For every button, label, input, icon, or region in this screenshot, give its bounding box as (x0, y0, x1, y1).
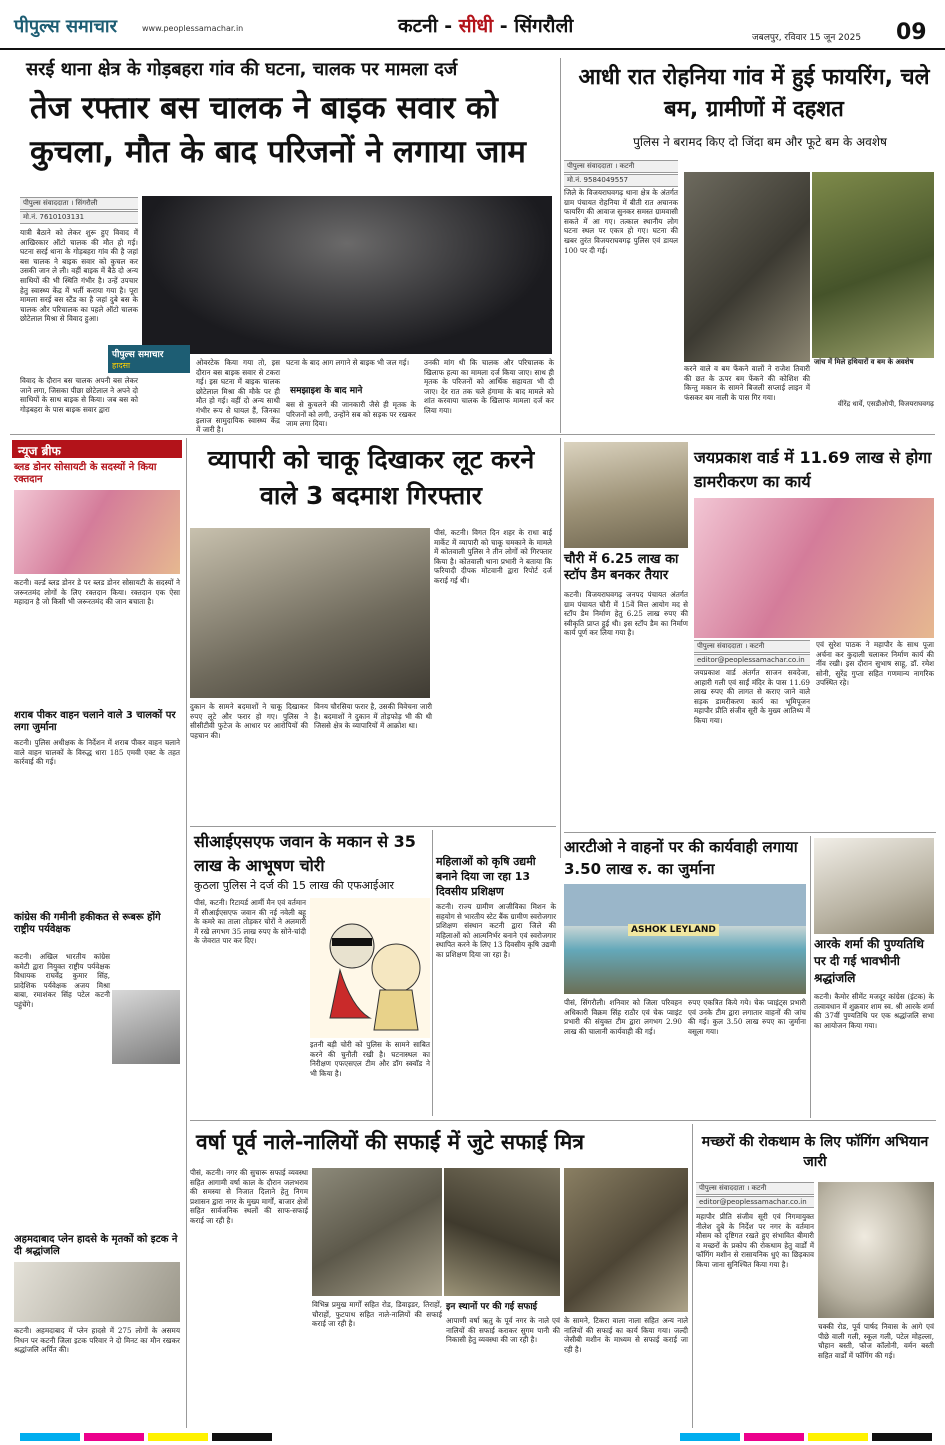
story11-body: महापौर प्रीति संजीव सूरी एवं निगमायुक्त नीलेश दुबे के निर्देश पर नगर के वर्तमान मौसम को दृष्टिगत रखते हुए संभावित बीमारी व मच्छरों के प्रकोप की रोकथाम हेतु वार्डों में फॉगिंग मशीन से रासायनिक धुएं का छिड़काव किया जाना सुनिश्चित किया गया है। (696, 1212, 814, 1269)
column-rule (432, 830, 433, 1116)
story6-illustration (310, 898, 430, 1038)
brand-logo (14, 14, 117, 38)
story6-body-a: पीसं, कटनी। रिटायर्ड आर्मी मैन एवं वर्तमान में सीआईएसएफ जवान की नई नवेली बहू के कमरे का ताला तोड़कर चोरों ने अलमारी में रखे लगभग 35 लाख रुपए के सोने-चांदी के जेवरात पार कर दिए। (194, 898, 307, 946)
story5-headline: जयप्रकाश वार्ड में 11.69 लाख से होगा डामरीकरण का कार्य (694, 448, 932, 491)
story1-byline-text: पीपुल्स संवाददाता । सिंगरौली (23, 199, 98, 207)
story5-email: editor@peoplessamachar.co.in (694, 654, 810, 666)
cmyk-yellow (808, 1433, 868, 1441)
story4-headline: चौरी में 6.25 लाख का स्टॉप डैम बनकर तैयार (564, 552, 679, 583)
brief-photo-4 (14, 1262, 180, 1322)
story10-body-a: पीसं, कटनी। नगर की सुचारू सफाई व्यवस्था सहित आगामी वर्षा काल के दौरान जलभराव की समस्या से निजात दिलाने हेतु निगम प्रशासन द्वारा नगर के मुख्य मार्गों, बाजार क्षेत्रों सहित सार्वजनिक स्थलों की साफ-सफाई कराई जा रही है। (190, 1168, 308, 1225)
story1-body-d: घटना के बाद आग लगाने से बाइक भी जल गई। (286, 358, 410, 367)
brief-title-3: कांग्रेस की गमीनी हकीकत से रूबरू होंगे राष्ट्रीय पर्यवेक्षक (14, 912, 161, 935)
brief-text-2: कटनी। पुलिस अधीक्षक के निर्देशन में शराब पीकर वाहन चलाने वाले वाहन चालकों के विरुद्ध धारा 185 एमवी एक्ट के तहत कार्रवाई की गई। (14, 738, 180, 767)
story11-byline: पीपुल्स संवाददाता । कटनी (696, 1182, 814, 1195)
story10-headline: वर्षा पूर्व नाले-नालियों की सफाई में जुटे सफाई मित्र (196, 1130, 584, 1154)
story2-photo-a (684, 172, 810, 362)
cmyk-cyan (680, 1433, 740, 1441)
brief-title-1: ब्लड डोनर सोसायटी के सदस्यों ने किया रक्तदान (14, 462, 157, 485)
story10-photo-b (444, 1168, 560, 1296)
registration-bar (0, 1430, 945, 1445)
cmyk-yellow (148, 1433, 208, 1441)
story6-deck: कुठला पुलिस ने दर्ज की 15 लाख की एफआईआर (194, 879, 395, 892)
story10-body-c: आपाणी वर्षा ऋतु के पूर्व नगर के नाले एवं नालियों की सफाई कराकर सुगम पानी की निकासी हेतु व्यवस्था की जा रही है। (446, 1316, 560, 1345)
cmyk-black (872, 1433, 932, 1441)
story8-photo (564, 884, 806, 994)
story1-logo (108, 345, 190, 373)
cmyk-black (212, 1433, 272, 1441)
brief-text-1: कटनी। वर्ल्ड ब्लड डोनर डे पर ब्लड डोनर सोसायटी के सदस्यों ने जरूरतमंद लोगों के लिए रक्तदान किया। रक्तदान एक ऐसा महादान है जो किसी भी जरूरतमंद की जान बचाता है। (14, 578, 180, 607)
brief-text-4: कटनी। अहमदाबाद में प्लेन हादसे में 275 लोगों के असमय निधन पर कटनी जिला इटक परिवार ने दो मिनट का मौन रखकर श्रद्धांजलि अर्पित की। (14, 1326, 180, 1355)
story10-subhead: इन स्थानों पर की गई सफाई (446, 1302, 538, 1312)
cmyk-magenta (744, 1433, 804, 1441)
story2-caption-b: जांच में मिले हथियारों व बम के अवशेष (814, 358, 934, 394)
story1-body-a: यात्री बैठाने को लेकर शुरू हुए विवाद में आखिरकार ऑटो चालक की मौत हो गई। घटना सरई थाना के गोड़बहरा गांव की है जहां बस चालक ने बाइक सवार को कुचल कर उसकी जान ले ली। वहीं बाइक में बैठे दो अन्य साथियों की भी स्थिति गंभीर है। उन्हें उपचार हेतु स्वास्थ्य केंद्र में भर्ती कराया गया है। पूरा मामला सरई बस स्टैंड का है जहां दुबे बस के चालक और परिचालक का पहले ऑटो चालक छोटेलाल मिश्रा से विवाद हुआ। (20, 228, 138, 324)
story1-body-f: उनकी मांग थी कि चालक और परिचालक के खिलाफ हत्या का मामला दर्ज किया जाए। साथ ही मृतक के परिजनों को आर्थिक सहायता भी दी जाए। देर रात तक चले हंगामा के बाद मामले को शांत करवाया चालक के खिलाफ मामला दर्ज कर लिया गया। (424, 358, 554, 415)
truck-label: ASHOK LEYLAND (628, 924, 719, 936)
brief-photo-1 (14, 490, 180, 574)
story10-body-b: विभिन्न प्रमुख मार्गों सहित रोड, डिवाइडर, तिराहों, चौराहों, फुटपाथ सहित नाले-नालियों की सफाई कराई जा रही है। (312, 1300, 442, 1329)
story5-body-b: एवं सुरेश पाठक ने महापौर के साथ पूजा अर्चना कर कुदाली चलाकर निर्माण कार्य की नींव रखी। इस दौरान सुभाष साहू, डॉ. रमेश सोनी, सुरेंद्र गुप्ता सहित गणमान्य नागरिक उपस्थित रहे। (816, 640, 934, 688)
story1-headline: तेज रफ्तार बस चालक ने बाइक सवार को कुचला, मौत के बाद परिजनों ने लगाया जाम (30, 90, 526, 170)
edition-sep: - (444, 15, 459, 37)
cmyk-magenta (84, 1433, 144, 1441)
edition-sidhi: सीधी (458, 15, 494, 37)
story1-logo-sub: हादसा (112, 361, 131, 370)
story8-headline: आरटीओ ने वाहनों पर की कार्यवाही लगाया 3.50 लाख रु. का जुर्माना (564, 838, 798, 878)
section-rule (190, 1120, 936, 1121)
story1-body-c: ओवरटेक किया गया तो, इस दौरान बस बाइक सवार से टकरा गई। इस घटना में बाइक चालक छोटेलाल मिश्रा की मौके पर ही मौत हो गई। वहीं दो अन्य साथी गंभीर रूप से घायल हैं, जिनका इलाज सामुदायिक स्वास्थ्य केंद्र में जारी है। (196, 358, 280, 435)
column-rule (692, 1124, 693, 1428)
story3-headline: व्यापारी को चाकू दिखाकर लूट करने वाले 3 बदमाश गिरफ्तार (207, 445, 535, 510)
story4-body: कटनी। विजयराघवगढ़ जनपद पंचायत अंतर्गत ग्राम पंचायत चौरी में 15वें वित्त आयोग मद से स्टॉप डैम निर्माण हेतु 6.25 लाख रुपए की स्वीकृति प्राप्त हुई थी। इस स्टॉप डैम का निर्माण कार्य पूर्ण कर लिया गया है। (564, 590, 688, 638)
issue-date: जबलपुर, रविवार 15 जून 2025 (752, 33, 862, 43)
edition-singrauli: सिंगरौली (514, 15, 574, 37)
column-rule (560, 438, 561, 858)
story10-body-d: के सामने, टिकरा वाला नाला सहित अन्य नाले नालियों की सफाई का कार्य किया गया। जल्दी जेसीबी मशीन के माध्यम से सफाई कराई जा रही है। (564, 1316, 688, 1354)
story3-photo (190, 528, 430, 698)
story11-email: editor@peoplessamachar.co.in (696, 1196, 814, 1208)
story8-body-b: रुपए एकत्रित किये गये। चेक प्वाइंट्स प्रभारी एवं उनके टीम द्वारा लगातार वाहनों की जांच की गई। कुल 3.50 लाख रुपए का जुर्माना वसूला गया। (688, 998, 806, 1036)
section-rule (190, 826, 556, 827)
story3-body-d (434, 702, 552, 822)
story2-phone: मो.नं. 9584049557 (564, 174, 678, 187)
story1-phone: मो.नं. 7610103131 (20, 211, 138, 224)
brief-text-3b (14, 1070, 180, 1230)
story1-subhead: समझाइश के बाद माने (290, 386, 363, 396)
story7-body: कटनी। राज्य ग्रामीण आजीविका मिशन के सहयोग से भारतीय स्टेट बैंक ग्रामीण स्वरोजगार प्रशिक्षण संस्थान कटनी द्वारा जिले की महिलाओं को आत्मनिर्भर बनाने एवं स्वरोजगार स्थापित करने के लिए 13 दिवसीय कृषि उद्यमी का प्रशिक्षण दिया जा रहा है। (436, 902, 557, 959)
news-brief-label (12, 440, 182, 458)
edition-nameplate (398, 12, 573, 38)
page-number: 09 (896, 20, 927, 45)
brief-title-2: शराब पीकर वाहन चलाने वाले 3 चालकों पर लगा जुर्माना (14, 710, 176, 733)
story2-photo-b (812, 172, 934, 358)
brief-text-3: कटनी। अखिल भारतीय कांग्रेस कमेटी द्वारा नियुक्त राष्ट्रीय पर्यवेक्षक विधायक राघवेंद्र कुमार सिंह, प्रादेशिक पर्यवेक्षक अजय मिश्रा बाबा, रमाशंकर सिंह पटेल कटनी पहुंचेंगे। (14, 952, 110, 1009)
story10-photo-c (564, 1168, 688, 1312)
story6-headline: सीआईएसएफ जवान के मकान से 35 लाख के आभूषण चोरी (194, 832, 416, 875)
story5-body-a: जयप्रकाश वार्ड अंतर्गत साजन सवदेजा, आहारी गली एवं साईं मंदिर के पास 11.69 लाख रुपए की लागत से कराए जाने वाले सड़क डामरीकरण कार्य का भूमिपूजन महापौर प्रीति संजीव सूरी के मुख्य आतिथ्य में किया गया। (694, 668, 810, 725)
story1-photo (142, 196, 552, 354)
story11-body-b: चक्की रोड, पूर्व पार्षद निवास के आगे एवं पीछे वाली गली, स्कूल गली, पटेल मोहल्ला, चौहान बस्ती, फौज कॉलोनी, वर्मन बस्ती सहित वार्डों में फॉगिंग की गई। (818, 1322, 934, 1360)
story5-byline: पीपुल्स संवाददाता । कटनी (694, 640, 810, 653)
edition-katni: कटनी (398, 15, 438, 37)
story1-kicker: सरई थाना क्षेत्र के गोड़बहरा गांव की घटना, चालक पर मामला दर्ज (26, 59, 458, 80)
story8-body-a: पीसं, सिंगरौली। शनिवार को जिला परिवहन अधिकारी विक्रम सिंह राठौर एवं चेक प्वाइंट प्रभारी की संयुक्त टीम द्वारा लगभग 2.90 लाख की चालानी कार्यवाही की गई। (564, 998, 682, 1036)
story2-body-a: जिले के विजयराघवगढ़ थाना क्षेत्र के अंतर्गत ग्राम पंचायत रोहनिया में बीती रात अचानक फायरिंग की आवाज सुनकर समस्त ग्रामवासी सकते में आ गए। तत्काल स्थानीय लोग घटना स्थल पर एकत्र हो गए। घटना की खबर तुरंत विजयराघवगढ़ पुलिस एवं डायल 100 पर दी गई। (564, 188, 678, 255)
story1-byline (20, 197, 138, 210)
masthead (0, 0, 945, 50)
cmyk-cyan (20, 1433, 80, 1441)
story3-body-a: पीसं, कटनी। विगत दिन शहर के राधा बाई मार्केट में व्यापारी को चाकू चमकाने के मामले में कोतवाली पुलिस ने तीन लोगों को गिरफ्तार किया है। कोतवाली थाना प्रभारी ने बताया कि फरियादी दीपक मोटवानी द्वारा रिपोर्ट दर्ज कराई गई थी। (434, 528, 552, 585)
story2-caption-c: वीरेंद्र धार्वे, एसडीओपी, विजयराघवगढ़ (832, 400, 934, 422)
story11-headline: मच्छरों की रोकथाम के लिए फॉगिंग अभियान जारी (701, 1134, 929, 1170)
story4-photo (564, 442, 688, 548)
story2-deck: पुलिस ने बरामद किए दो जिंदा बम और फूटे बम के अवशेष (633, 135, 887, 149)
story7-headline: महिलाओं को कृषि उद्यमी बनाने दिया जा रहा 13 दिवसीय प्रशिक्षण (436, 855, 536, 898)
section-rule (10, 434, 935, 435)
story11-photo (818, 1182, 934, 1318)
story10-photo-a (312, 1168, 442, 1296)
column-rule (560, 58, 561, 433)
brief-photo-3 (112, 990, 180, 1064)
story6-body-b: इतनी बड़ी चोरी को पुलिस के सामने साबित करने की चुनौती रखी है। घटनास्थल का निरीक्षण एफएसएल टीम और डॉग स्क्वॉड ने भी किया है। (310, 1040, 430, 1078)
story3-body-c: विनय चौरसिया फरार है, उसकी विवेचना जारी है। बदमाशों ने दुकान में तोड़फोड़ भी की थी जिससे क्षेत्र के व्यापारियों में आक्रोश था। (314, 702, 432, 731)
story2-caption-a: करने वाले व बम फेंकने वालों ने राजेश तिवारी की छत के ऊपर बम फेंकने की कोशिश की किन्तु मकान के सामने बिजली सप्लाई लाइन में फंसकर बम नाली के पास गिर गया। (684, 364, 810, 402)
story1-body-e: बस से कुचलने की जानकारी जैसे ही मृतक के परिजनों को लगी, उन्होंने सब को सड़क पर रखकर जाम लगा दिया। (286, 400, 416, 429)
column-rule (810, 836, 811, 1118)
story9-photo (814, 838, 934, 934)
section-rule (564, 832, 936, 833)
edition-sep: - (499, 15, 508, 37)
story2-headline: आधी रात रोहनिया गांव में हुई फायरिंग, चले बम, ग्रामीणों में दहशत (578, 65, 930, 122)
story1-body-b: विवाद के दौरान बस चालक अपनी बस लेकर जाने लगा, जिसका पीछा छोटेलाल ने अपने दो साथियों के साथ बाइक से किया। जब बस को गोड़बहरा के पास बाइक सवार द्वारा (20, 376, 138, 414)
story1-logo-text: पीपुल्स समाचार (112, 350, 164, 360)
story3-body-b: दुकान के सामने बदमाशों ने चाकू दिखाकर रुपए लूटे और फरार हो गए। पुलिस ने सीसीटीवी फुटेज के आधार पर आरोपियों की पहचान की। (190, 702, 308, 740)
thief-illustration-icon (310, 898, 430, 1038)
story5-photo (694, 498, 934, 638)
news-brief-label-text: न्यूज ब्रीफ (18, 444, 61, 458)
brief-title-4: अहमदाबाद प्लेन हादसे के मृतकों को इटक ने दी श्रद्धांजलि (14, 1234, 178, 1257)
column-rule (186, 438, 187, 1428)
story9-headline: आरके शर्मा की पुण्यतिथि पर दी गई भावभीनी श्रद्धांजलि (814, 937, 924, 985)
website-url: www.peoplessamachar.in (142, 24, 244, 33)
brand-name: पीपुल्स समाचार (14, 16, 117, 37)
story2-byline: पीपुल्स संवाददाता । कटनी (564, 160, 678, 173)
story9-body: कटनी। कैमोर सीमेंट मजदूर कांग्रेस (इंटक) के तत्वावधान में शुक्रवार शाम स्व. श्री आरके शर्मा की 37वीं पुण्यतिथि पर एक श्रद्धांजलि सभा का आयोजन किया गया। (814, 992, 934, 1030)
